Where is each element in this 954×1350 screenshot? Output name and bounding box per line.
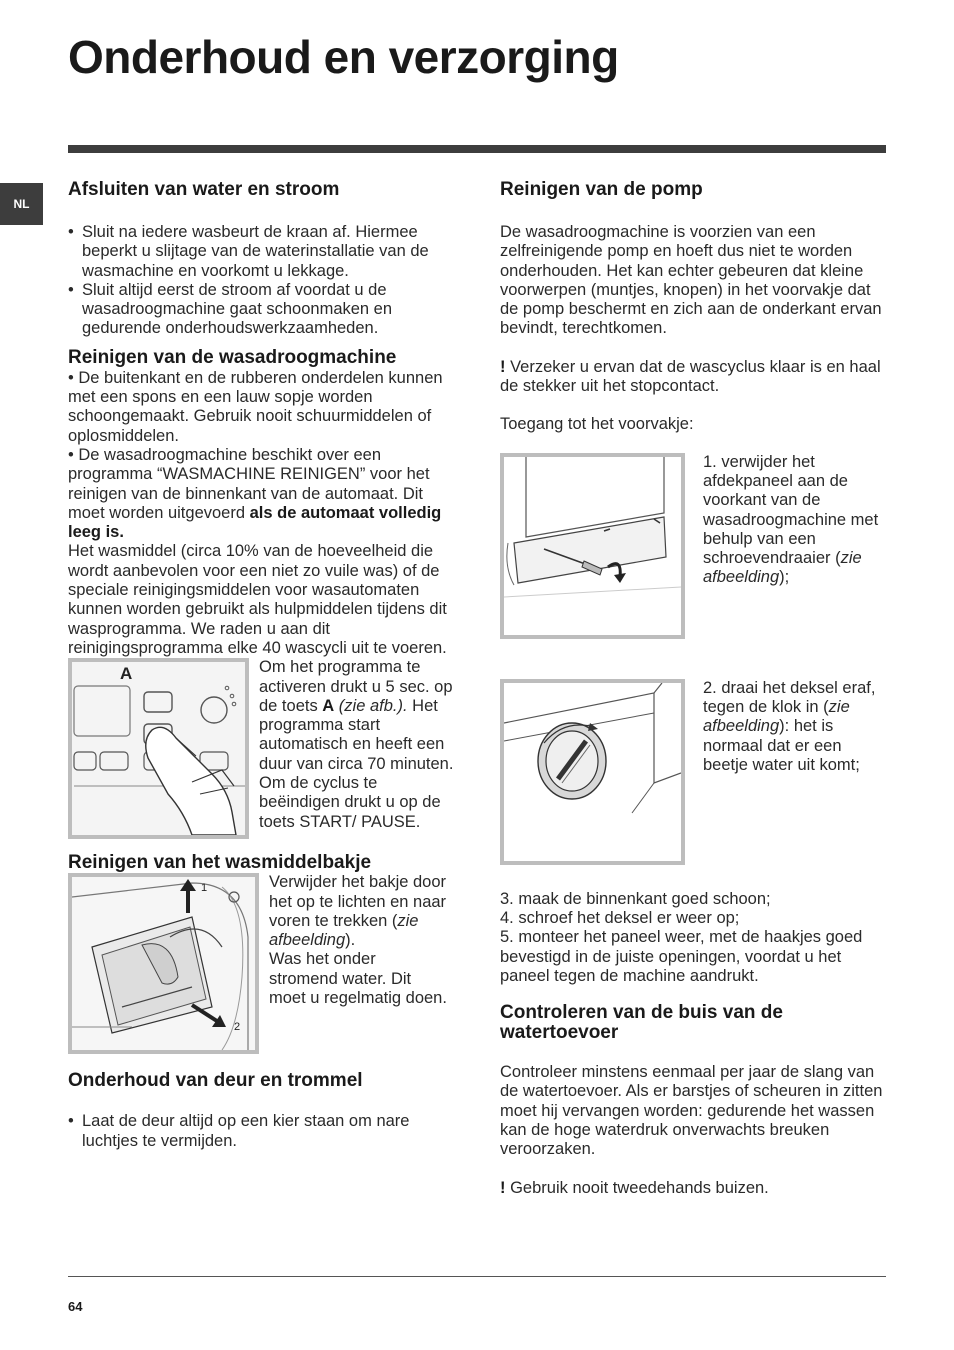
text: ): het is normaal dat er een beetje water uit komt;: [703, 717, 860, 774]
key-label: A: [322, 696, 335, 715]
figure-step-2: 2: [234, 1021, 241, 1034]
text: Om het programma te activeren drukt u 5 sec. op de toets: [259, 658, 453, 715]
heading-deur-trommel: Onderhoud van deur en trommel: [68, 1070, 363, 1092]
paragraph: • De buitenkant en de rubberen onderdelen kunnen met een spons en een lauw sopje worden schoongemaakt. Gebruik nooit schuurmiddelen of oplosmiddelen.: [68, 368, 443, 445]
list-item: • Laat de deur altijd op een kier staan om nare luchtjes te vermijden.: [68, 1112, 454, 1151]
text: Verwijder het bakje door het op te lichten en naar voren te trekken (: [269, 873, 447, 930]
text: Gebruik nooit tweedehands buizen.: [505, 1178, 769, 1197]
figure-step-1: 1: [201, 882, 208, 895]
paragraph: Was het onder stromend water. Dit moet u regelmatig doen.: [269, 950, 447, 1008]
panel-removal-figure: [500, 453, 685, 639]
warning-mark: !: [500, 1178, 506, 1197]
text: ).: [345, 931, 356, 950]
control-panel-figure: [68, 658, 249, 839]
program-instructions: [259, 658, 454, 832]
text: Het programma start automatisch en heeft een duur van circa 70 minuten. Om de cyclus te beëindigen drukt u op de toets START/ PAUSE.: [259, 696, 454, 831]
emphasis-text: als de automaat volledig leeg is.: [68, 503, 442, 542]
figure-label-a: A: [120, 664, 133, 684]
page-title: Onderhoud en verzorging: [68, 31, 619, 83]
drawer-figure-row: [68, 873, 454, 1054]
detergent-drawer-figure: [68, 873, 259, 1054]
heading-watertoevoer: Controleren van de buis van de watertoevoer: [500, 1002, 783, 1044]
warning-note: [500, 358, 888, 397]
step-5-text: 5. monteer het paneel weer, met de haakjes goed bevestigd in de juiste openingen, voordat u het paneel tegen de machine aandrukt.: [500, 928, 863, 985]
figure-reference: zie afbeelding: [269, 911, 419, 950]
program-figure-row: [68, 658, 454, 839]
step-2-text: [703, 679, 883, 775]
control-panel-illustration: [72, 662, 245, 835]
text: • De wasadroogmachine beschikt over een programma “WASMACHINE REINIGEN” voor het reinigen van de binnenkant van de automaat. Dit moet worden uitgevoerd: [68, 445, 430, 522]
text: );: [779, 568, 790, 587]
language-tab: NL: [0, 183, 43, 225]
figure-reference: (zie afb.).: [334, 696, 408, 715]
cap-removal-illustration: [504, 683, 681, 861]
figure-reference: zie afbeelding: [703, 697, 850, 736]
step1-row: [500, 453, 888, 639]
footer-divider: [68, 1276, 886, 1277]
paragraph: [269, 873, 449, 950]
detergent-drawer-illustration: [72, 877, 255, 1050]
heading-reinigen-machine: Reinigen van de wasadroogmachine: [68, 346, 397, 368]
warning-note: [500, 1179, 888, 1198]
step-4-text: 4. schroef het deksel er weer op;: [500, 908, 740, 927]
panel-removal-illustration: [504, 457, 681, 635]
list-item: • Sluit altijd eerst de stroom af voordat u de wasadroogmachine gaat schoonmaken en gedurende onderhoudswerkzaamheden.: [68, 281, 454, 339]
step2-row: [500, 679, 888, 865]
paragraph: De wasadroogmachine is voorzien van een zelfreinigende pomp en hoeft dus niet te worden onderhouden. Het kan echter gebeuren dat kleine voorwerpen (muntjes, knopen) in het voorvakje dat de pomp beschermt en zich aan de onderkant ervan bevindt, terechtkomen.: [500, 223, 882, 338]
figure-reference: zie afbeelding: [703, 549, 862, 587]
paragraph: Het wasmiddel (circa 10% van de hoeveelheid die wordt aanbevolen voor een niet zo vuile was) of de speciale reinigingsmiddelen voor wasautomaten kunnen worden gebruikt als hulpmiddelen tijdens dit wasprogramma. We raden u aan dit reinigingsprogramma elke 40 wascycli uit te voeren.: [68, 542, 447, 657]
paragraph: Controleer minstens eenmaal per jaar de slang van de watertoevoer. Als er barstjes of scheuren in zitten moet hij vervangen worden: gedurende het wassen kan de hoge waterdruk onverwachts breuken veroorzaken.: [500, 1063, 883, 1159]
drawer-instructions: [269, 873, 449, 1008]
text: Verzeker u ervan dat de wascyclus klaar is en haal de stekker uit het stopcontact.: [500, 357, 881, 396]
paragraph: [68, 446, 454, 542]
warning-mark: !: [500, 357, 506, 376]
text: 2. draai het deksel eraf, tegen de klok in (: [703, 678, 876, 716]
title-divider: [68, 145, 886, 153]
page-number: 64: [68, 1299, 83, 1314]
text: 1. verwijder het afdekpaneel aan de voorkant van de wasadroogmachine met behulp van een schroevendraaier (: [703, 452, 879, 568]
heading-water-stroom: Afsluiten van water en stroom: [68, 179, 340, 200]
water-stroom-list: [68, 223, 454, 339]
left-column: [68, 180, 454, 1151]
paragraph: Toegang tot het voorvakje:: [500, 415, 694, 434]
step-3-text: 3. maak de binnenkant goed schoon;: [500, 889, 771, 908]
right-column: [500, 180, 888, 1198]
cap-removal-figure: [500, 679, 685, 865]
deur-trommel-list: [68, 1112, 454, 1151]
list-item: • Sluit na iedere wasbeurt de kraan af. Hiermee beperkt u slijtage van de waterinstallatie van de wasmachine en voorkomt u lekkage.: [68, 223, 454, 281]
heading-reinigen-pomp: Reinigen van de pomp: [500, 179, 703, 200]
step-1-text: [703, 453, 883, 588]
heading-wasmiddelbakje: Reinigen van het wasmiddelbakje: [68, 852, 372, 874]
